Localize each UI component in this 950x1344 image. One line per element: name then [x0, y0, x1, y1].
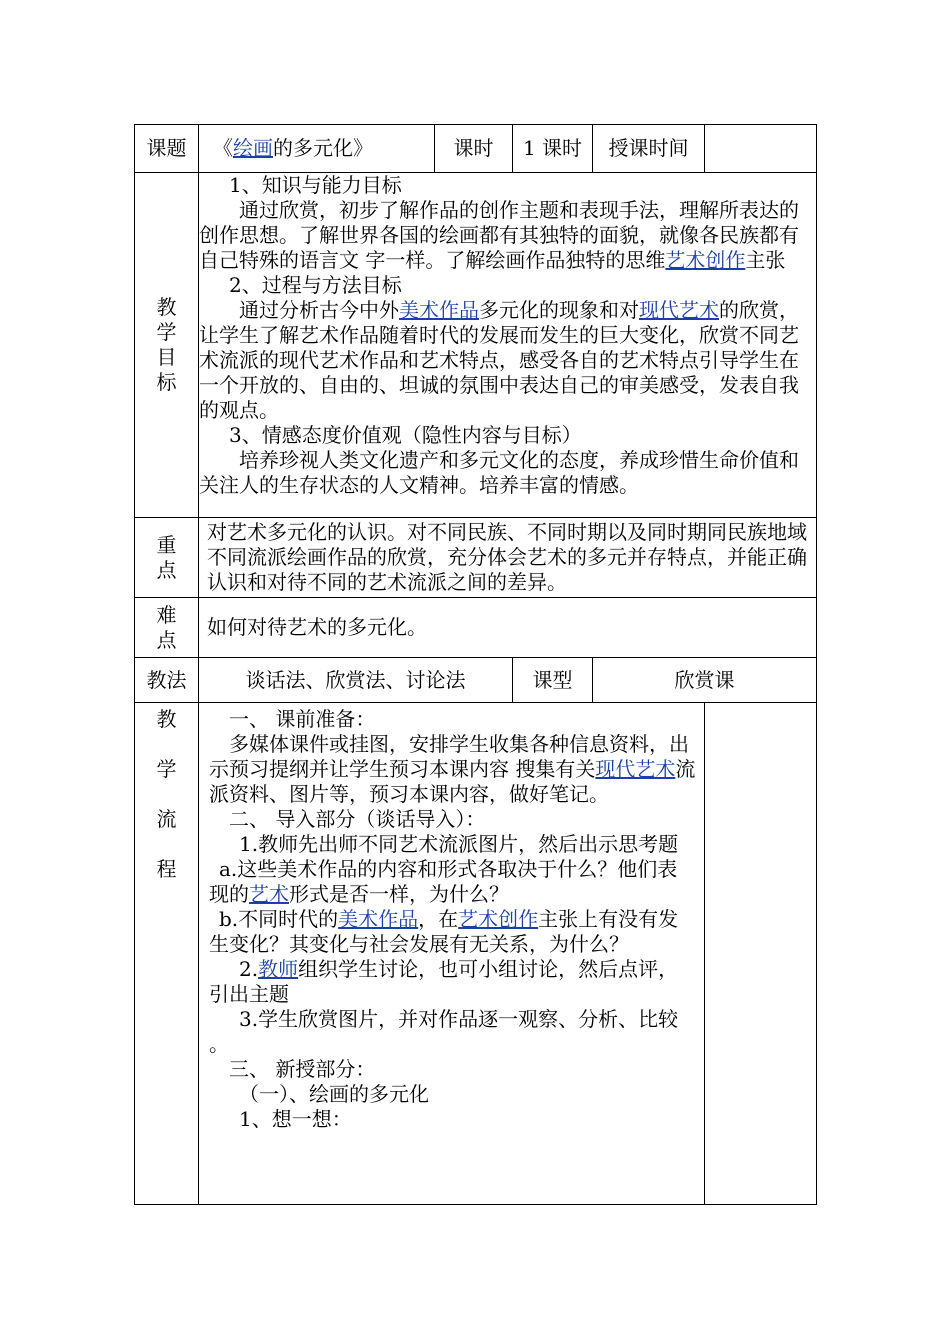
artworks-link[interactable]: 美术作品 [399, 298, 479, 322]
key-points-label: 重 点 [135, 518, 199, 598]
flow-label: 教 学 流 程 [135, 703, 199, 1205]
header-row [135, 125, 817, 173]
flow-question-a: a.这些美术作品的内容和形式各取决于什么？他们表现的艺术形式是否一样，为什么？ [209, 857, 678, 906]
flow-step-3: 3.学生欣赏图片，并对作品逐一观察、分析、比较 。 [209, 1007, 679, 1056]
modern-art-link[interactable]: 现代艺术 [639, 298, 719, 322]
flow-notes-cell [705, 703, 817, 1205]
key-points-row [135, 518, 817, 598]
goal-paragraph-1: 通过欣赏，初步了解作品的创作主题和表现手法，理解所表达的创作思想。了解世界各国的绘画都有其独特的面貌，就像各民族都有自己特殊的语言文 字一样。了解绘画作品独特的思维艺术创作主张 [199, 198, 799, 272]
flow-section-3-title: 三、 新授部分： [229, 1057, 376, 1081]
type-label: 课型 [513, 658, 593, 703]
goal-paragraph-2: 通过分析古今中外美术作品多元化的现象和对现代艺术的欣赏，让学生了解艺术作品随着时代的发展而发生的巨大变化，欣赏不同艺术流派的现代艺术作品和艺术特点，感受各自的艺术特点引导学生在一个开放的、自由的、坦诚的氛围中表达自己的审美感受，发表自我的观点。 [199, 298, 799, 422]
type-value: 欣赏课 [593, 658, 817, 703]
modern-art-link-2[interactable]: 现代艺术 [595, 757, 676, 781]
goal-heading-3: 3、情感态度价值观（隐性内容与目标） [229, 423, 582, 447]
flow-row [135, 703, 817, 1205]
key-points-text: 对艺术多元化的认识。对不同民族、不同时期以及同时期同民族地域不同流派绘画作品的欣赏，充分体会艺术的多元并存特点，并能正确认识和对待不同的艺术流派之间的差异。 [199, 518, 817, 598]
hours-label: 课时 [435, 125, 513, 173]
art-creation-link-2[interactable]: 艺术创作 [458, 907, 539, 931]
goal-heading-1: 1、知识与能力目标 [229, 173, 402, 197]
method-row [135, 658, 817, 703]
difficulties-text: 如何对待艺术的多元化。 [199, 598, 817, 658]
hours-value: 1 课时 [513, 125, 593, 173]
topic-label: 课题 [135, 125, 199, 173]
topic-value: 《绘画的多元化》 [199, 125, 435, 173]
difficulties-label: 难 点 [135, 598, 199, 658]
goals-content [199, 173, 817, 518]
goal-paragraph-3: 培养珍视人类文化遗产和多元文化的态度，养成珍惜生命价值和关注人的生存状态的人文精神。培养丰富的情感。 [199, 448, 799, 497]
goals-row [135, 173, 817, 518]
lesson-plan-table [134, 124, 817, 1205]
flow-question-b: b.不同时代的美术作品，在艺术创作主张上有没有发生变化？其变化与社会发展有无关系，为什么？ [209, 907, 679, 956]
flow-step-1: 1.教师先出师不同艺术流派图片，然后出示思考题 [239, 832, 679, 856]
difficulties-row [135, 598, 817, 658]
time-label: 授课时间 [593, 125, 705, 173]
flow-section-1-title: 一、 课前准备： [229, 707, 376, 731]
goals-label: 教 学 目 标 [135, 173, 199, 518]
teacher-link[interactable]: 教师 [258, 957, 299, 981]
method-label: 教法 [135, 658, 199, 703]
flow-think-item: 1、想一想： [239, 1107, 352, 1131]
art-link[interactable]: 艺术 [249, 882, 289, 906]
method-value: 谈话法、欣赏法、讨论法 [199, 658, 513, 703]
flow-subsection-1: （一）、绘画的多元化 [239, 1082, 429, 1106]
artworks-link-2[interactable]: 美术作品 [338, 907, 419, 931]
goal-heading-2: 2、过程与方法目标 [229, 273, 402, 297]
time-value [705, 125, 817, 173]
topic-link[interactable]: 绘画 [233, 136, 273, 160]
flow-content [199, 703, 705, 1205]
flow-section-2-title: 二、 导入部分（谈话导入）： [229, 807, 486, 831]
flow-step-2: 2.教师组织学生讨论，也可小组讨论，然后点评，引出主题 [209, 957, 679, 1006]
flow-section-1-text: 多媒体课件或挂图，安排学生收集各种信息资料，出示预习提纲并让学生预习本课内容 搜集有关现代艺术流派资料、图片等，预习本课内容，做好笔记。 [209, 732, 696, 806]
art-creation-link[interactable]: 艺术创作 [665, 248, 746, 272]
